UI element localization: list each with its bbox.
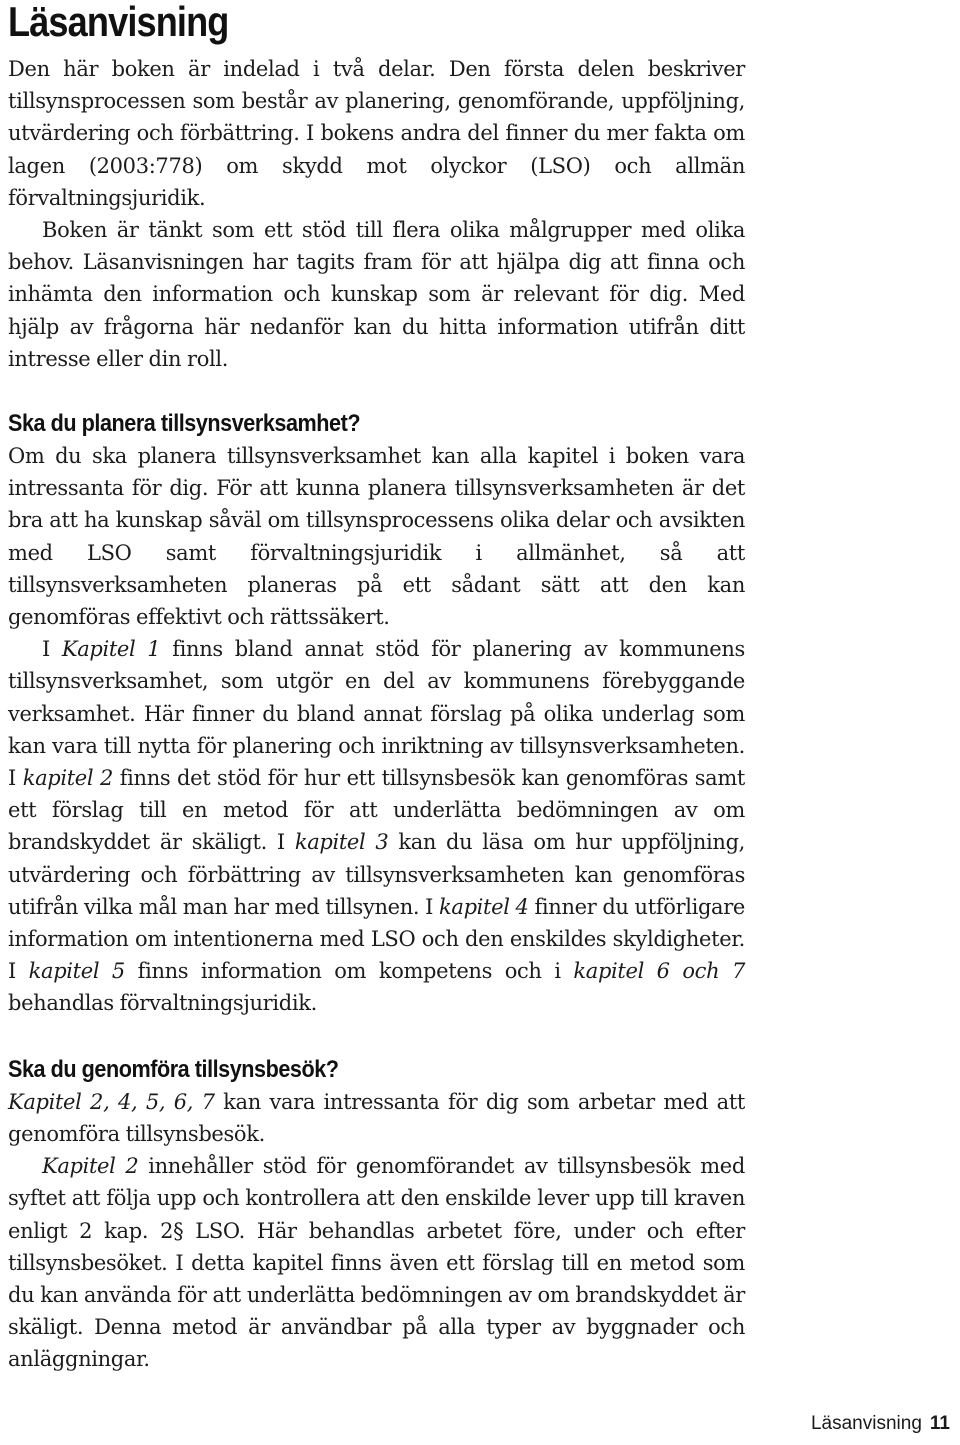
inspection-paragraph-1 xyxy=(8,1086,745,1150)
chapter-reference: kapitel 5 xyxy=(28,959,125,984)
page-content xyxy=(8,0,745,1376)
text-run: finner du utförligare information om intentionerna med LSO och den enskildes skyldigheter. I xyxy=(8,894,745,984)
chapter-reference: kapitel 2 xyxy=(22,766,113,791)
chapter-reference: kapitel 4 xyxy=(439,894,529,919)
intro-paragraph-2: Boken är tänkt som ett stöd till flera olika målgrupper med olika behov. Läsanvisningen har tagits fram för att hjälpa dig att finna och inhämta den information och kunskap som är relevant för dig. Med hjälp av frågorna här nedanför kan du hitta information utifrån ditt intresse eller din roll. xyxy=(8,218,745,371)
text-run: innehåller stöd för genomförandet av tillsynsbesök med syftet att följa upp och kontrollera att den enskilde lever upp till kraven enligt 2 kap. 2§ LSO. Här behandlas arbetet före, under och efter tillsynsbesöket. I detta kapitel finns även ett förslag till en metod som du kan använda för att underlätta bedömningen av om brandskyddet är skäligt. Denna metod är användbar på alla typer av byggnader och anläggningar. xyxy=(8,1154,745,1372)
page-title: Läsanvisning xyxy=(8,0,229,45)
chapter-reference: Kapitel 2, 4, 5, 6, 7 xyxy=(8,1089,215,1114)
text-run: finns bland annat stöd för planering av kommunens tillsynsverksamhet, som utgör en del av kommunens förebyggande verksamhet. Här finner du bland annat förslag på olika underlag som kan vara till nytta för planering och inriktning av tillsynsverksamheten. I xyxy=(8,637,745,791)
chapter-reference: Kapitel 1 xyxy=(61,637,161,662)
chapter-reference: Kapitel 2 xyxy=(42,1154,139,1179)
chapter-reference: kapitel 6 och 7 xyxy=(573,959,745,984)
section-heading-inspection: Ska du genomföra tillsynsbesök? xyxy=(8,1055,339,1083)
text-run: kan du läsa om hur uppföljning, utvärdering och förbättring av tillsynsverksamheten kan genomföras utifrån vilka mål man har med tillsynen. I xyxy=(8,830,745,919)
section-heading-planning: Ska du planera tillsynsverksamhet? xyxy=(8,410,361,438)
text-run: finns information om kompetens och i xyxy=(124,959,574,984)
text-run: behandlas förvaltningsjuridik. xyxy=(8,991,317,1016)
inspection-paragraph-2 xyxy=(8,1150,745,1375)
text-run: finns det stöd för hur ett tillsynsbesök kan genomföras samt ett förslag till en metod för att underlätta bedömningen av om brandskyddet är skäligt. I xyxy=(8,766,745,855)
chapter-reference: kapitel 3 xyxy=(294,830,389,855)
footer-section-label: Läsanvisning xyxy=(810,1413,922,1434)
planning-paragraph-1: Om du ska planera tillsynsverksamhet kan alla kapitel i boken vara intressanta för dig. För att kunna planera tillsynsverksamheten är det bra att ha kunskap såväl om tillsynsprocessens olika delar och avsikten med LSO samt förvaltningsjuridik i allmänhet, så att tillsynsverksamheten planeras på ett sådant sätt att den kan genomföras effektivt och rättssäkert. xyxy=(8,444,745,630)
text-run: I xyxy=(42,637,62,662)
text-run: kan vara intressanta för dig som arbetar med att genomföra tillsynsbesök. xyxy=(8,1089,746,1146)
intro-paragraph-1: Den här boken är indelad i två delar. Den första delen beskriver tillsynsprocessen som består av planering, genomförande, uppföljning, utvärdering och förbättring. I bokens andra del finner du mer fakta om lagen (2003:778) om skydd mot olyckor (LSO) och allmän förvaltningsjuridik. xyxy=(8,57,745,210)
page-footer xyxy=(811,1413,950,1435)
page-number: 11 xyxy=(929,1413,950,1434)
planning-paragraph-2 xyxy=(8,633,745,1019)
